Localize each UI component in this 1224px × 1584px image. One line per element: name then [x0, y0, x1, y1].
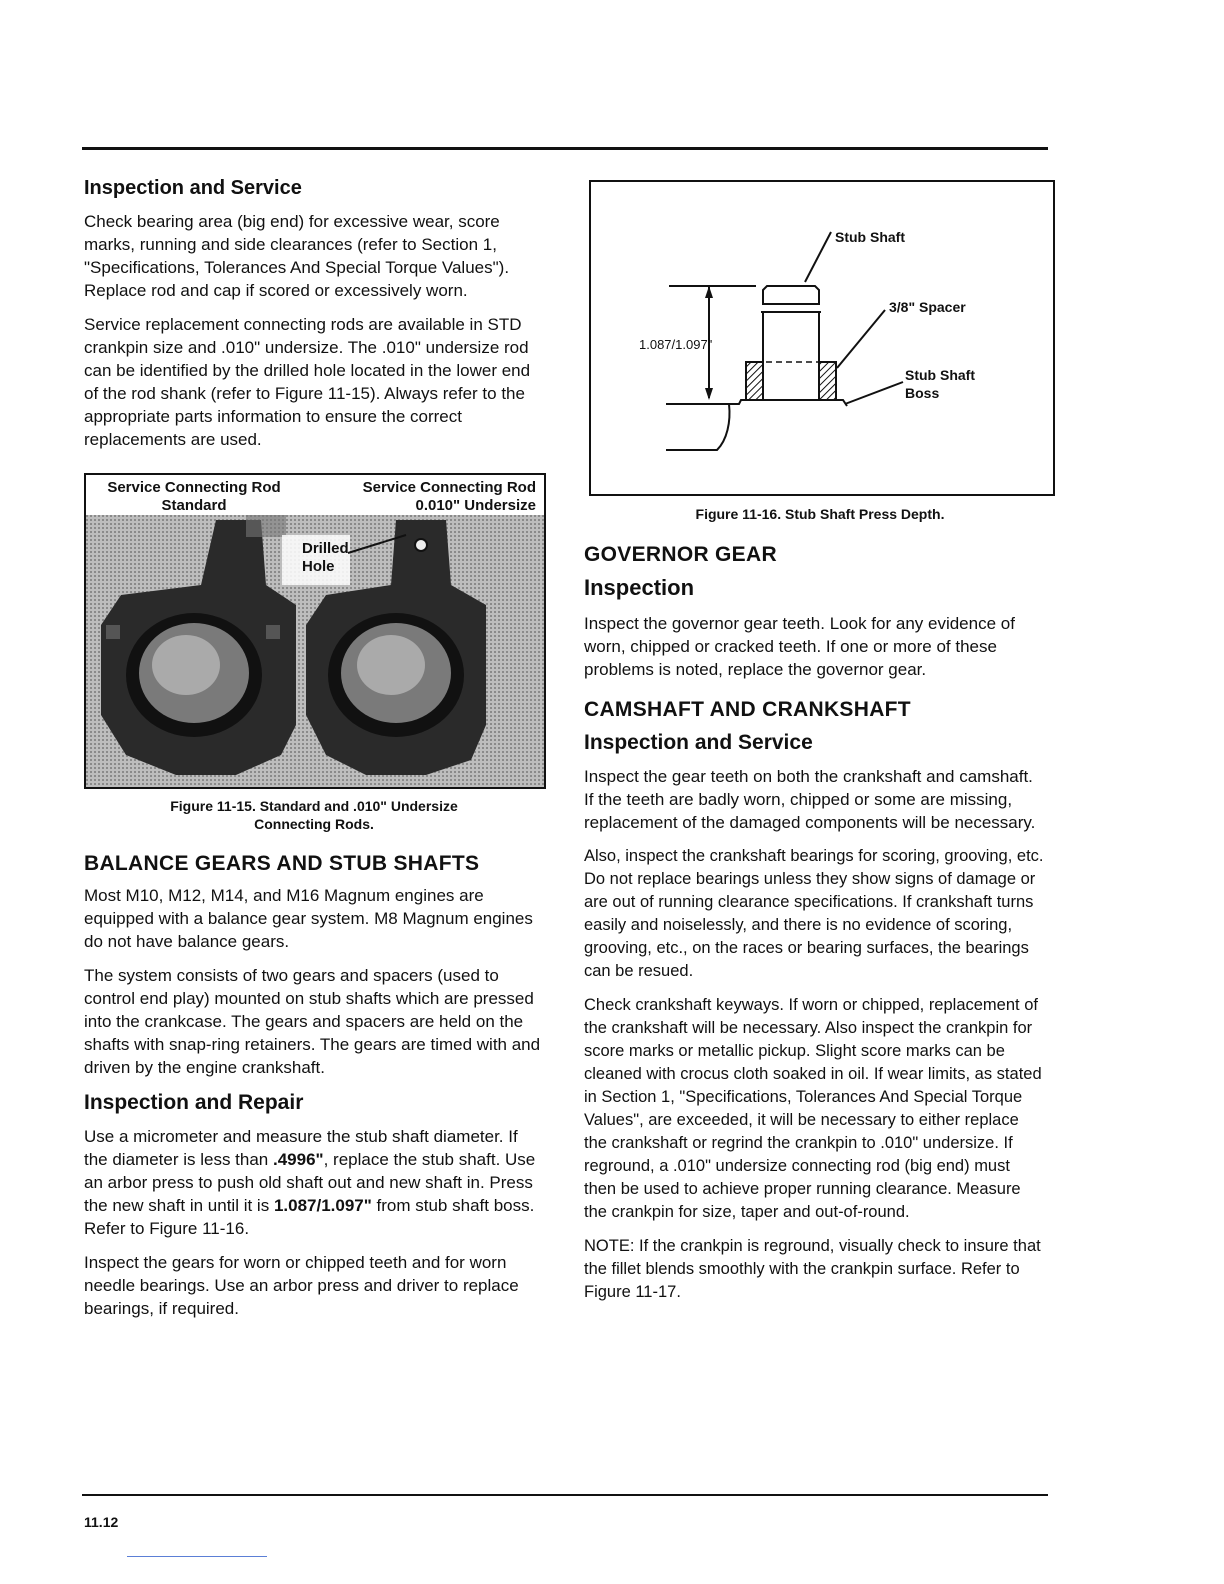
figure-11-15-caption: Figure 11-15. Standard and .010" Undersize Connecting Rods.	[170, 798, 458, 832]
camshaft-inspection-heading: Inspection and Service	[584, 730, 813, 754]
footer-link-underline	[127, 1556, 267, 1557]
balance-paragraph-1: Most M10, M12, M14, and M16 Magnum engines are equipped with a balance gear system. M8 Magnum engines do not have balance gears.	[84, 886, 533, 952]
label-spacer: 3/8" Spacer	[889, 299, 966, 315]
governor-inspection-heading: Inspection	[584, 575, 695, 601]
label-press-depth: 1.087/1.097"	[639, 337, 713, 352]
balance-gears-heading: BALANCE GEARS AND STUB SHAFTS	[84, 852, 480, 875]
repair-paragraph-1: Use a micrometer and measure the stub shaft diameter. If the diameter is less than .4996", replace the stub shaft. Use an arbor press to push old shaft out and new shaft in. Press the new shaft in until it is 1.087/1.097" from stub shaft boss. Refer to Figure 11-16.	[84, 1127, 536, 1239]
camshaft-crankshaft-heading: CAMSHAFT AND CRANKSHAFT	[584, 697, 911, 721]
page-number: 11.12	[84, 1514, 119, 1530]
connecting-rods-photo	[86, 475, 544, 787]
inspection-repair-heading: Inspection and Repair	[84, 1091, 304, 1115]
inspection-service-heading: Inspection and Service	[84, 177, 302, 199]
label-undersize-rod: Service Connecting Rod 0.010" Undersize	[362, 479, 536, 514]
label-standard-rod: Service Connecting Rod Standard	[107, 479, 281, 514]
camshaft-paragraph-1: Inspect the gear teeth on both the crankshaft and camshaft. If the teeth are badly worn, chipped or some are missing, replacement of the damaged components will be necessary.	[584, 766, 1036, 832]
balance-paragraph-2: The system consists of two gears and spacers (used to control end play) mounted on stub shafts which are pressed into the crankcase. The gears and spacers are held on the shafts with snap-ring retainers. The gears are timed with and driven by the engine crankshaft.	[84, 966, 541, 1078]
left-column	[84, 176, 544, 1331]
crankpin-note: NOTE: If the crankpin is reground, visually check to insure that the fillet blends smoothly with the crankpin surface. Refer to Figure 11-17.	[584, 1236, 1041, 1301]
label-stub-shaft: Stub Shaft	[835, 229, 905, 245]
camshaft-paragraph-2: Also, inspect the crankshaft bearings for scoring, grooving, etc. Do not replace bearings unless they show signs of damage or are out of running clearance specifications. If crankshaft turns easily and noiselessly, and there is no evidence of scoring, grooving, etc., on the races or bearing surfaces, the bearings can be resued.	[584, 846, 1044, 980]
repair-paragraph-2: Inspect the gears for worn or chipped teeth and for worn needle bearings. Use an arbor press and driver to replace bearings, if required.	[84, 1253, 519, 1319]
governor-gear-heading: GOVERNOR GEAR	[584, 543, 777, 566]
figure-11-16-diagram	[589, 180, 1055, 496]
figure-11-16-caption: Figure 11-16. Stub Shaft Press Depth.	[695, 506, 945, 522]
inspection-paragraph-1: Check bearing area (big end) for excessive wear, score marks, running and side clearances (refer to Section 1, "Specifications, Tolerances And Special Torque Values"). Replace rod and cap if scored or excessively worn.	[84, 212, 510, 300]
top-rule	[82, 147, 1048, 150]
governor-paragraph: Inspect the governor gear teeth. Look for any evidence of worn, chipped or cracked teeth. If one or more of these problems is noted, replace the governor gear.	[584, 613, 1015, 679]
figure-11-15-photo	[84, 473, 546, 789]
bottom-rule	[82, 1494, 1048, 1496]
inspection-paragraph-2: Service replacement connecting rods are available in STD crankpin size and .010" undersize. The .010" undersize rod can be identified by the drilled hole located in the lower end of the rod shank (refer to Figure 11-15). Always refer to the appropriate parts information to ensure the correct replacements are used.	[84, 315, 531, 449]
label-drilled-hole: Drilled Hole	[302, 540, 349, 575]
camshaft-paragraph-3: Check crankshaft keyways. If worn or chipped, replacement of the crankshaft will be necessary. Also inspect the crankpin for score marks or metallic pickup. Slight score marks can be cleaned with crocus cloth soaked in oil. If wear limits, as stated in Section 1, "Specifications, Tolerances And Special Torque Values", are exceeded, it will be necessary to either replace the crankshaft or regrind the crankpin to .010" undersize. If reground, a .010" undersize connecting rod (big end) must then be used to achieve proper running clearance. Measure the crankpin for size, taper and out-of-round.	[584, 995, 1042, 1221]
label-stub-shaft-boss: Stub Shaft Boss	[905, 367, 975, 401]
right-column	[584, 542, 1044, 1315]
